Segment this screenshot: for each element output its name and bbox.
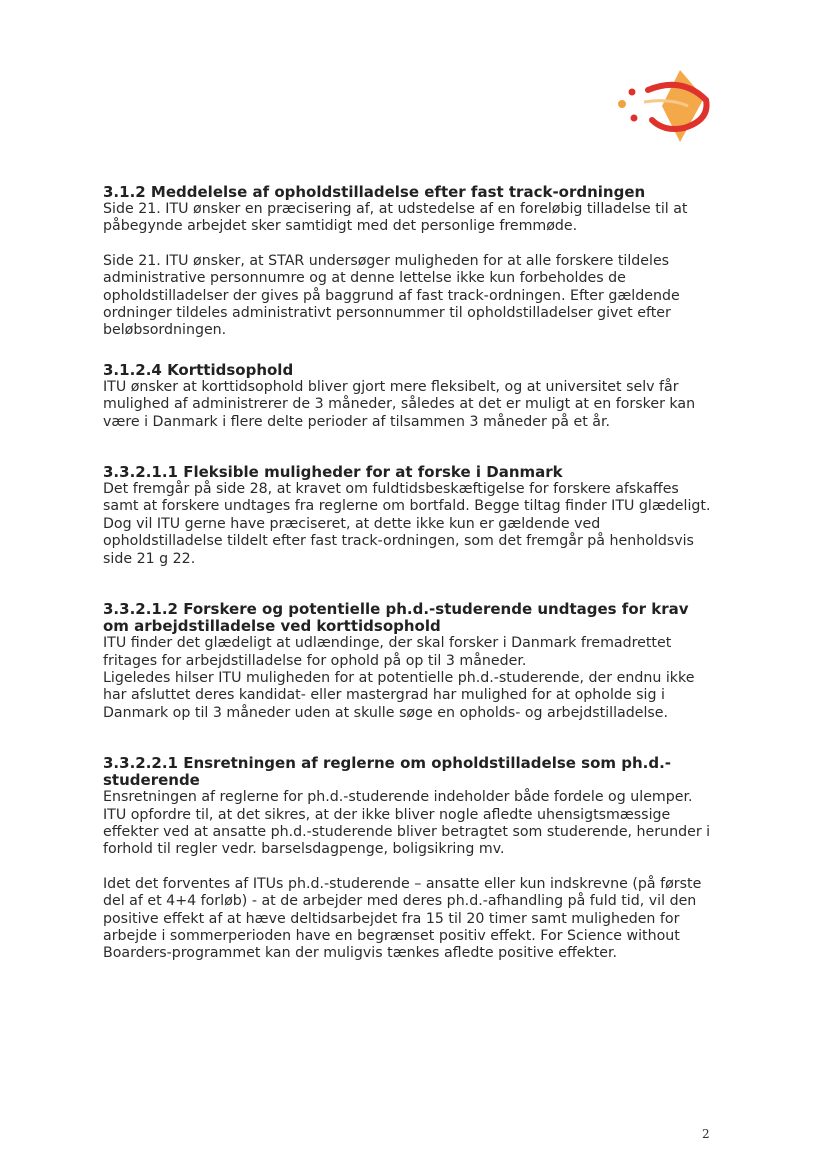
section-heading: 3.1.2.4 Korttidsophold [103,360,294,379]
logo [612,68,712,148]
paragraph: ITU finder det glædeligt at udlændinge, der skal forsker i Danmark fremadrettet fritages for arbejdstilladelse for ophold på op til 3 måneder. [103,635,672,669]
section-heading: 3.3.2.1.1 Fleksible muligheder for at forske i Danmark [103,463,563,482]
document-body [103,184,711,963]
section-fleksible-muligheder [103,464,711,568]
section-heading: 3.3.2.1.2 Forskere og potentielle ph.d.-studerende undtages for krav om arbejdstilladelse ved korttidsophold [103,600,689,636]
section-forskere-undtages [103,601,711,722]
paragraph: Ligeledes hilser ITU muligheden for at potentielle ph.d.-studerende, der endnu ikke har afsluttet deres kandidat- eller mastergrad har mulighed for at opholde sig i Danmark op til 3 måneder uden at skulle søge en opholds- og arbejdstilladelse. [103,669,695,721]
paragraph: Det fremgår på side 28, at kravet om fuldtidsbeskæftigelse for forskere afskaffes samt at forskere undtages fra reglerne om bortfald. Begge tiltag finder ITU glædeligt. Dog vil ITU gerne have præciseret, at dette ikke kun er gældende ved opholdstilladelse tildelt efter fast track-ordningen, som det fremgår på henholdsvis side 21 g 22. [103,481,711,567]
paragraph: Idet det forventes af ITUs ph.d.-studerende – ansatte eller kun indskrevne (på første del af et 4+4 forløb) - at de arbejder med deres ph.d.-afhandling på fuld tid, vil den positive effekt af at hæve deltidsarbejdet fra 15 til 20 timer samt muligheden for arbejde i sommerperioden have en begrænset positiv effekt. For Science without Boarders-programmet kan der muligvis tænkes afledte positive effekter. [103,875,702,962]
page-number: 2 [702,1127,710,1141]
section-korttidsophold [103,362,711,431]
section-fast-track [103,184,711,340]
paragraph: Ensretningen af reglerne for ph.d.-studerende indeholder både fordele og ulemper. [103,789,693,806]
paragraph: ITU opfordre til, at det sikres, at der ikke bliver nogle afledte uhensigtsmæssige effekter ved at ansatte ph.d.-studerende bliver betragtet som studerende, herunder i forhold til regler vedr. barselsdagpenge, boligsikring mv. [103,806,711,858]
paragraph: Side 21. ITU ønsker en præcisering af, at udstedelse af en foreløbig tilladelse til at påbegynde arbejdet sker samtidigt med det personlige fremmøde. [103,201,688,235]
section-ensretningen [103,755,711,963]
paragraph: Side 21. ITU ønsker, at STAR undersøger muligheden for at alle forskere tildeles administrative personnumre og at denne lettelse ikke kun forbeholdes de opholdstilladelser der gives på baggrund af fast track-ordningen. Efter gældende ordninger tildeles administrativt personnummer til opholdstilladelser givet efter beløbsordningen. [103,252,680,339]
paragraph: ITU ønsker at korttidsophold bliver gjort mere fleksibelt, og at universitet selv får mulighed af administrerer de 3 måneder, således at det er muligt at en forsker kan være i Danmark i flere delte perioder af tilsammen 3 måneder på et år. [103,378,696,430]
section-heading: 3.3.2.2.1 Ensretningen af reglerne om opholdstilladelse som ph.d.-studerende [103,754,672,790]
section-heading: 3.1.2 Meddelelse af opholdstilladelse efter fast track-ordningen [103,183,646,201]
